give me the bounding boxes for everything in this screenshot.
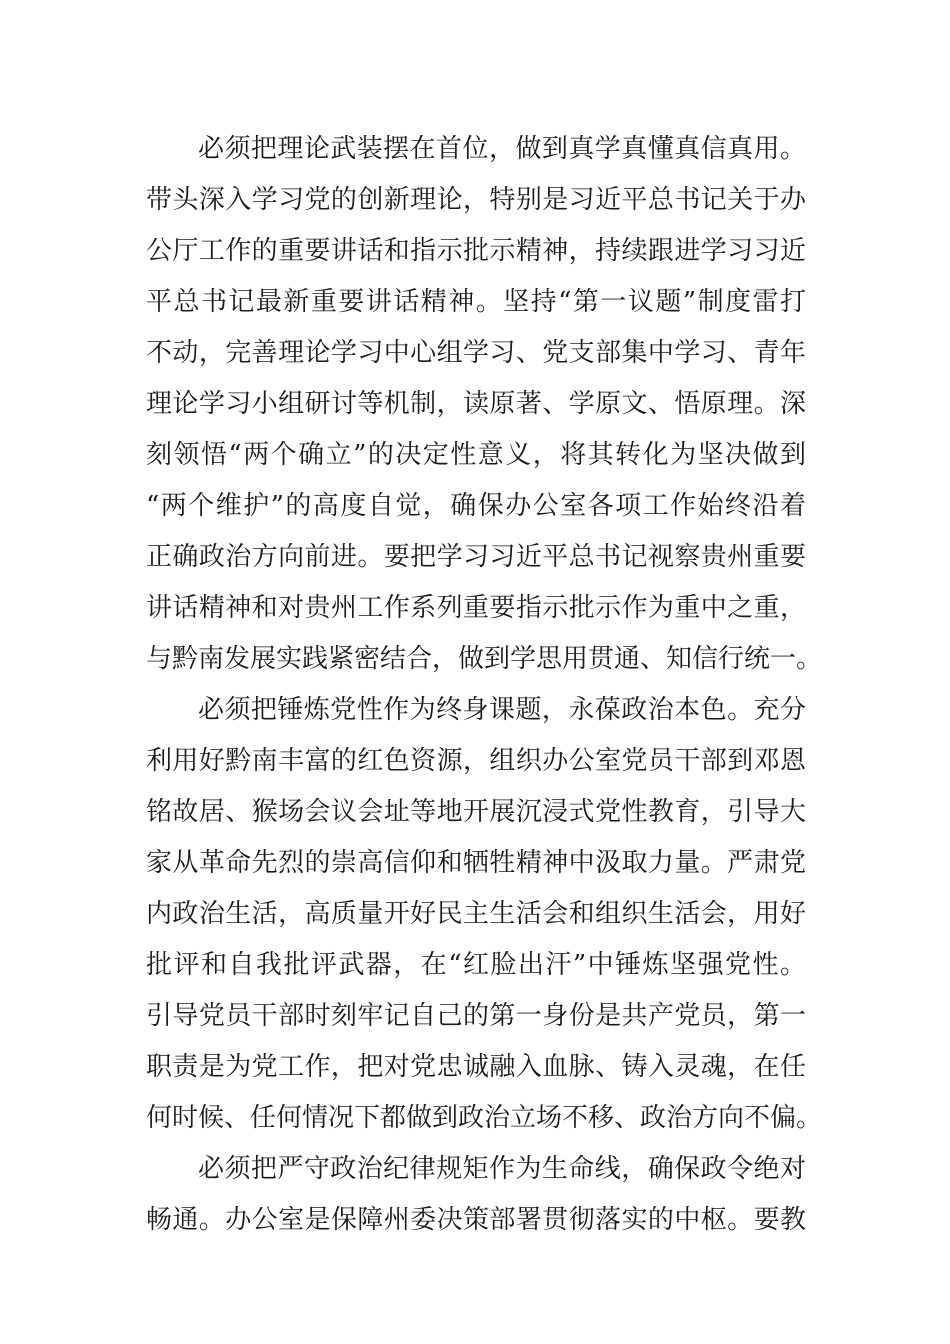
paragraph-line: 带头深入学习党的创新理论，特别是习近平总书记关于办 bbox=[146, 185, 806, 215]
paragraph-line: 平总书记最新重要讲话精神。坚持“第一议题”制度雷打 bbox=[146, 287, 806, 317]
paragraph-line: 铭故居、猴场会议会址等地开展沉浸式党性教育，引导大 bbox=[146, 797, 806, 827]
paragraph-line: 利用好黔南丰富的红色资源，组织办公室党员干部到邓恩 bbox=[146, 746, 806, 776]
paragraph-line: 内政治生活，高质量开好民主生活会和组织生活会，用好 bbox=[146, 899, 806, 929]
paragraph-line: 正确政治方向前进。要把学习习近平总书记视察贵州重要 bbox=[146, 542, 806, 572]
paragraph-line: 何时候、任何情况下都做到政治立场不移、政治方向不偏。 bbox=[146, 1103, 823, 1133]
paragraph-theory-study bbox=[146, 124, 823, 685]
paragraph-line: 家从革命先烈的崇高信仰和牺牲精神中汲取力量。严肃党 bbox=[146, 848, 806, 878]
paragraph-party-spirit bbox=[146, 685, 823, 1144]
paragraph-political-discipline bbox=[146, 1144, 806, 1246]
paragraph-line: 讲话精神和对贵州工作系列重要指示批示作为重中之重， bbox=[146, 593, 806, 623]
paragraph-line: 引导党员干部时刻牢记自己的第一身份是共产党员，第一 bbox=[146, 1001, 806, 1031]
document-body bbox=[146, 124, 823, 1246]
paragraph-line: 职责是为党工作，把对党忠诚融入血脉、铸入灵魂，在任 bbox=[146, 1052, 806, 1082]
paragraph-line: 理论学习小组研讨等机制，读原著、学原文、悟原理。深 bbox=[146, 389, 806, 419]
paragraph-line: “两个维护”的高度自觉，确保办公室各项工作始终沿着 bbox=[146, 491, 806, 521]
paragraph-line: 批评和自我批评武器，在“红脸出汗”中锤炼坚强党性。 bbox=[146, 950, 806, 980]
paragraph-line: 不动，完善理论学习中心组学习、党支部集中学习、青年 bbox=[146, 338, 806, 368]
paragraph-line: 必须把锤炼党性作为终身课题，永葆政治本色。充分 bbox=[198, 695, 806, 725]
paragraph-line: 公厅工作的重要讲话和指示批示精神，持续跟进学习习近 bbox=[146, 236, 806, 266]
paragraph-line: 畅通。办公室是保障州委决策部署贯彻落实的中枢。要教 bbox=[146, 1205, 806, 1235]
paragraph-line: 必须把理论武装摆在首位，做到真学真懂真信真用。 bbox=[198, 134, 806, 164]
paragraph-line: 必须把严守政治纪律规矩作为生命线，确保政令绝对 bbox=[198, 1154, 806, 1184]
paragraph-line: 刻领悟“两个确立”的决定性意义，将其转化为坚决做到 bbox=[146, 440, 806, 470]
paragraph-line: 与黔南发展实践紧密结合，做到学思用贯通、知信行统一。 bbox=[146, 644, 823, 674]
